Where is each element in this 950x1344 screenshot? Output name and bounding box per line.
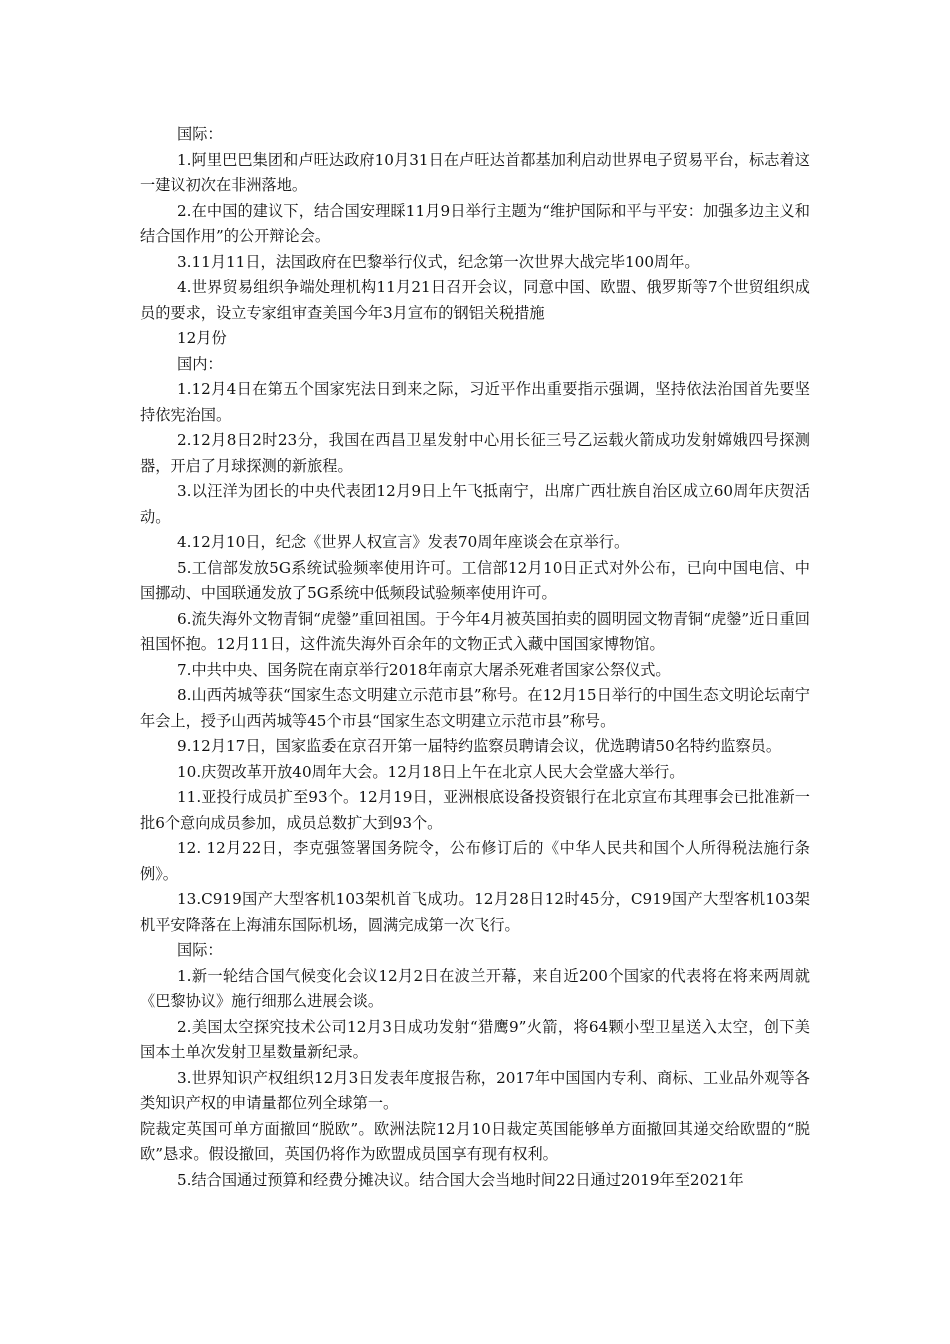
paragraph-heading-international: 国际： (177, 941, 223, 959)
paragraph-heading-international: 国际： (177, 125, 223, 143)
document-body (140, 122, 810, 1193)
paragraph: 2.美国太空探究技术公司12月3日成功发射“猎鹰9”火箭，将64颗小型卫星送入太空，创下美国本土单次发射卫星数量新纪录。 (140, 1017, 810, 1061)
paragraph: 1.12月4日在第五个国家宪法日到来之际，习近平作出重要指示强调，坚持依法治国首先要坚持依宪治国。 (140, 380, 810, 424)
paragraph: 7.中共中央、国务院在南京举行2018年南京大屠杀死难者国家公祭仪式。 (177, 660, 671, 679)
paragraph: 13.C919国产大型客机103架机首飞成功。12月28日12时45分，C919国产大型客机103架机平安降落在上海浦东国际机场，圆满完成第一次飞行。 (140, 890, 810, 934)
paragraph: 5.结合国通过预算和经费分摊决议。结合国大会当地时间22日通过2019年至2021年 (177, 1170, 744, 1189)
paragraph: 5.工信部发放5G系统试验频率使用许可。工信部12月10日正式对外公布，已向中国电信、中国挪动、中国联通发放了5G系统中低频段试验频率使用许可。 (140, 558, 810, 602)
paragraph: 11.亚投行成员扩至93个。12月19日，亚洲根底设备投资银行在北京宣布其理事会已批准新一批6个意向成员参加，成员总数扩大到93个。 (140, 788, 810, 832)
paragraph: 6.流失海外文物青铜“虎鎣”重回祖国。于今年4月被英国拍卖的圆明园文物青铜“虎鎣”近日重回祖国怀抱。12月11日，这件流失海外百余年的文物正式入藏中国国家博物馆。 (140, 609, 810, 653)
paragraph: 院裁定英国可单方面撤回“脱欧”。欧洲法院12月10日裁定英国能够单方面撤回其递交给欧盟的“脱欧”恳求。假设撤回，英国仍将作为欧盟成员国享有现有权利。 (140, 1119, 810, 1163)
paragraph: 3.世界知识产权组织12月3日发表年度报告称，2017年中国国内专利、商标、工业品外观等各类知识产权的申请量都位列全球第一。 (140, 1068, 810, 1112)
paragraph: 2.12月8日2时23分，我国在西昌卫星发射中心用长征三号乙运载火箭成功发射嫦娥四号探测器，开启了月球探测的新旅程。 (140, 431, 810, 475)
paragraph: 8.山西芮城等获“国家生态文明建立示范市县”称号。在12月15日举行的中国生态文明论坛南宁年会上，授予山西芮城等45个市县“国家生态文明建立示范市县”称号。 (140, 686, 810, 730)
paragraph: 4.世界贸易组织争端处理机构11月21日召开会议，同意中国、欧盟、俄罗斯等7个世贸组织成员的要求，设立专家组审查美国今年3月宣布的钢铝关税措施 (140, 278, 810, 322)
paragraph: 4.12月10日，纪念《世界人权宣言》发表70周年座谈会在京举行。 (177, 533, 630, 551)
paragraph: 2.在中国的建议下，结合国安理睬11月9日举行主题为“维护国际和平与平安：加强多边主义和结合国作用”的公开辩论会。 (140, 201, 810, 245)
paragraph: 1.阿里巴巴集团和卢旺达政府10月31日在卢旺达首都基加利启动世界电子贸易平台，标志着这一建议初次在非洲落地。 (140, 150, 810, 194)
paragraph-heading-domestic: 国内： (177, 354, 223, 373)
paragraph: 10.庆贺改革开放40周年大会。12月18日上午在北京人民大会堂盛大举行。 (177, 762, 685, 781)
paragraph: 12. 12月22日，李克强签署国务院令，公布修订后的《中华人民共和国个人所得税法施行条例》。 (140, 839, 810, 883)
paragraph-heading-december: 12月份 (177, 329, 227, 347)
paragraph: 3.以汪洋为团长的中央代表团12月9日上午飞抵南宁，出席广西壮族自治区成立60周年庆贺活动。 (140, 482, 810, 526)
paragraph: 9.12月17日，国家监委在京召开第一届特约监察员聘请会议，优选聘请50名特约监察员。 (177, 737, 782, 755)
paragraph: 1.新一轮结合国气候变化会议12月2日在波兰开幕，来自近200个国家的代表将在将来两周就《巴黎协议》施行细那么进展会谈。 (140, 966, 810, 1010)
paragraph: 3.11月11日，法国政府在巴黎举行仪式，纪念第一次世界大战完毕100周年。 (177, 252, 700, 271)
